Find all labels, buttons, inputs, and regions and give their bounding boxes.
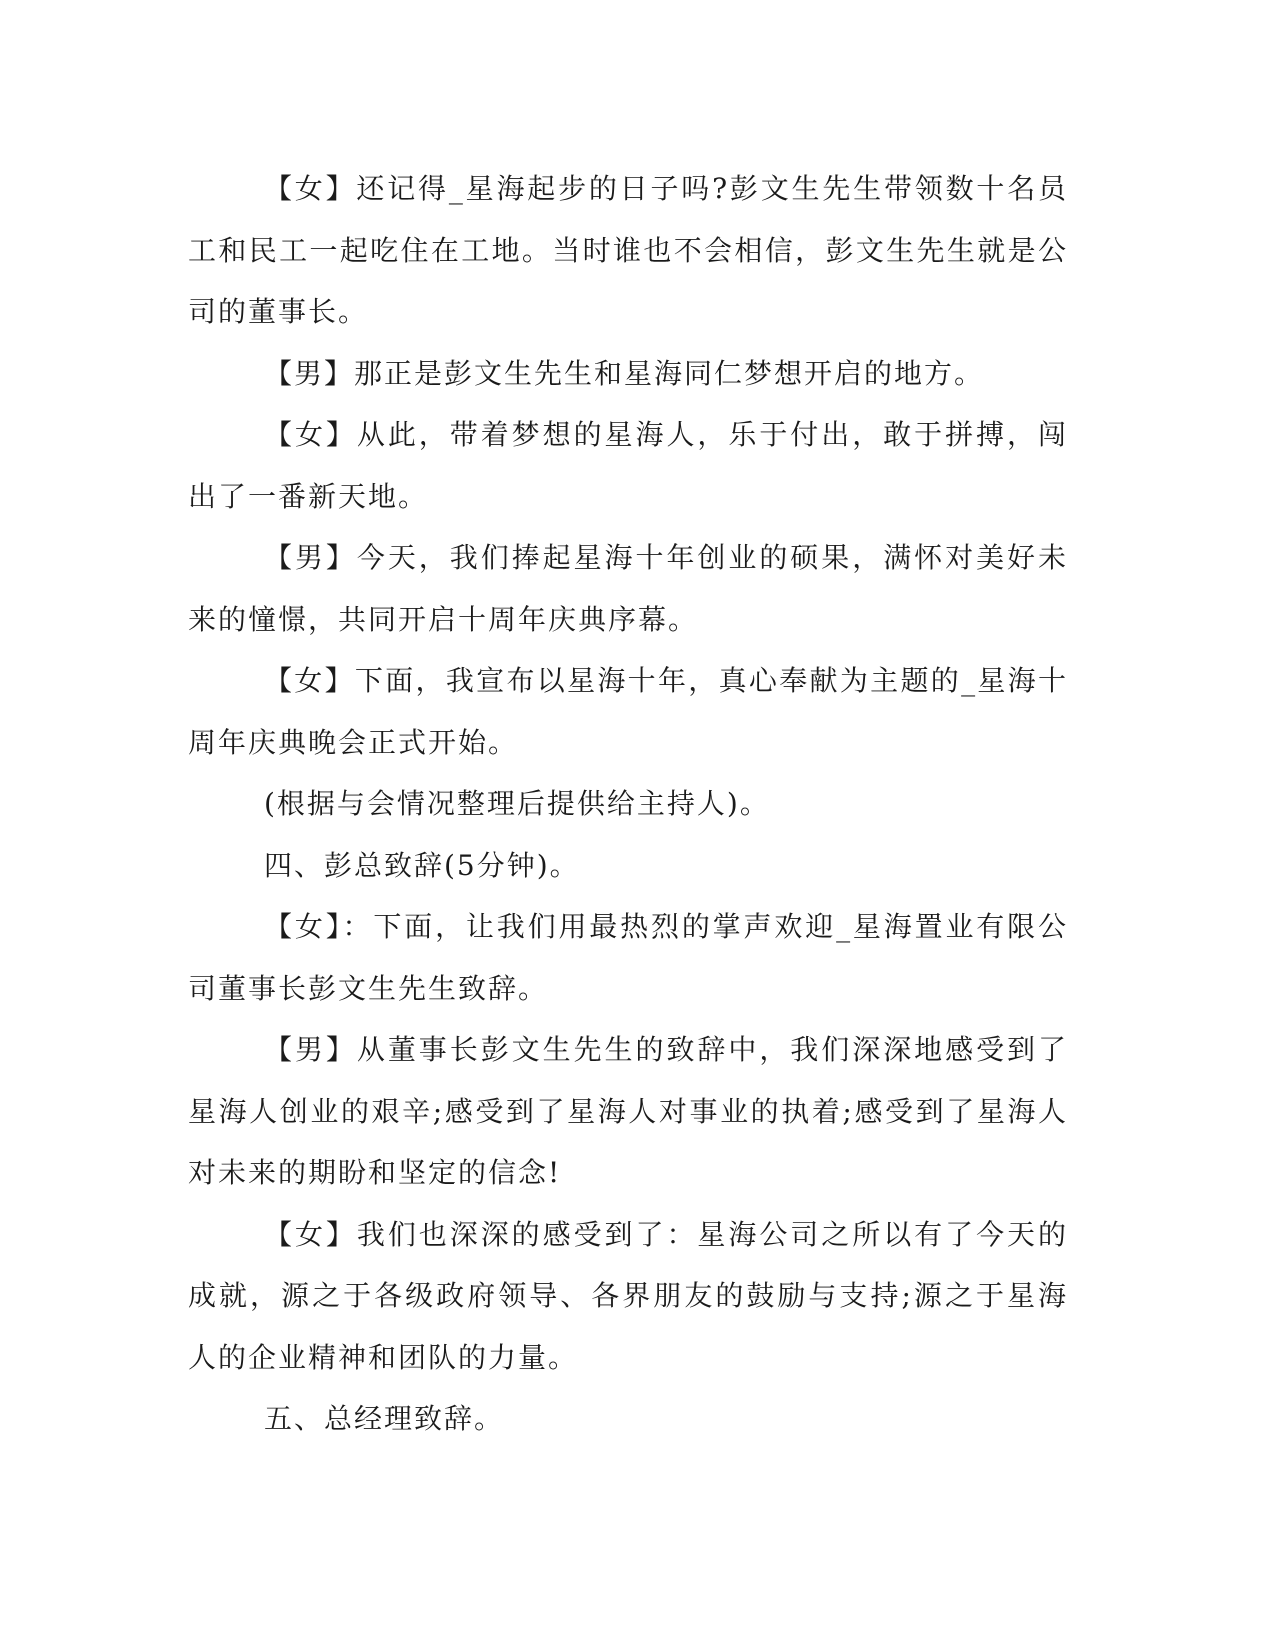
- paragraph-female-announce: 【女】下面，我宣布以星海十年，真心奉献为主题的_星海十周年庆典晚会正式开始。: [188, 664, 1068, 759]
- paragraph-female-recall: 【女】还记得_星海起步的日子吗?彭文生先生带领数十名员工和民工一起吃住在工地。当时谁也不会相信，彭文生先生就是公司的董事长。: [188, 172, 1068, 328]
- paragraph-male-today: 【男】今天，我们捧起星海十年创业的硕果，满怀对美好未来的憧憬，共同开启十周年庆典序幕。: [188, 541, 1068, 636]
- paragraph-note: (根据与会情况整理后提供给主持人)。: [264, 787, 770, 820]
- section-heading-5: 五、总经理致辞。: [264, 1402, 505, 1435]
- paragraph-male-dream: 【男】那正是彭文生先生和星海同仁梦想开启的地方。: [264, 356, 985, 390]
- paragraph-female-achievement: 【女】我们也深深的感受到了：星海公司之所以有了今天的成就，源之于各级政府领导、各界朋友的鼓励与支持;源之于星海人的企业精神和团队的力量。: [188, 1217, 1068, 1374]
- paragraph-female-new-world: 【女】从此，带着梦想的星海人，乐于付出，敢于拼搏，闯出了一番新天地。: [188, 418, 1068, 513]
- document-body: [188, 158, 1068, 1450]
- section-heading-4: 四、彭总致辞(5分钟)。: [264, 848, 580, 882]
- paragraph-female-welcome: 【女】：下面，让我们用最热烈的掌声欢迎_星海置业有限公司董事长彭文生先生致辞。: [188, 910, 1068, 1005]
- paragraph-male-feeling: 【男】从董事长彭文生先生的致辞中，我们深深地感受到了星海人创业的艰辛;感受到了星海人对事业的执着;感受到了星海人对未来的期盼和坚定的信念!: [188, 1033, 1068, 1189]
